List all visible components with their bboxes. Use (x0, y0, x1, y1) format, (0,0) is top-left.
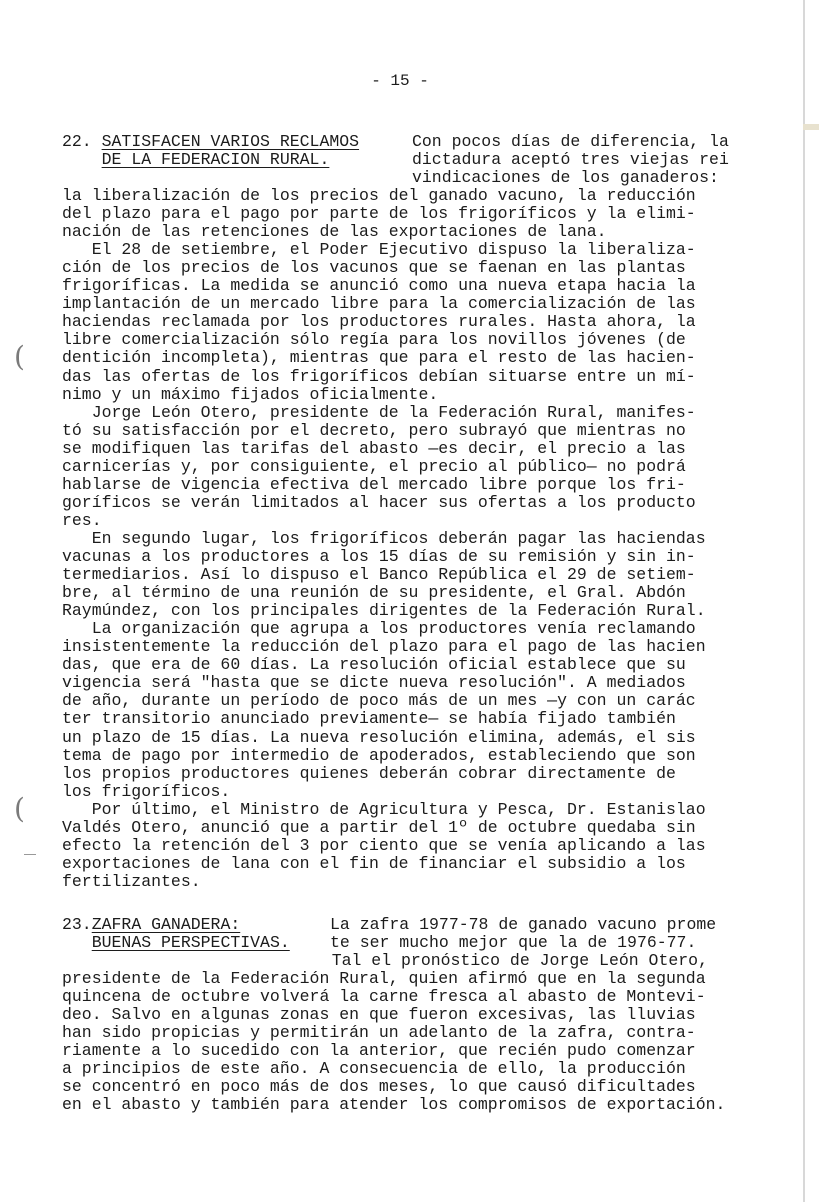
body-text-line: hablarse de vigencia efectiva del mercado libre porque los fri- (62, 474, 686, 494)
body-text-line: bre, al término de una reunión de su presidente, el Gral. Abdón (62, 583, 686, 603)
margin-bracket-mark: ( (14, 340, 25, 373)
section-heading-line (62, 151, 329, 169)
intro-line: Con pocos días de diferencia, la (412, 132, 729, 151)
body-text-line: haciendas reclamada por los productores rurales. Hasta ahora, la (62, 312, 696, 332)
body-text-line: termediarios. Así lo dispuso el Banco República el 29 de setiem- (62, 565, 696, 585)
body-text-line: quincena de octubre volverá la carne fresca al abasto de Montevi- (62, 987, 706, 1007)
section-title: BUENAS PERSPECTIVAS. (91, 933, 290, 952)
body-text-line: Por último, el Ministro de Agricultura y Pesca, Dr. Estanislao (62, 799, 706, 819)
body-text-line: La organización que agrupa a los productores venía reclamando (62, 619, 696, 639)
body-text-line: Jorge León Otero, presidente de la Federación Rural, manifes- (62, 402, 696, 422)
body-text-line: frigoríficas. La medida se anunció como una nueva etapa hacia la (62, 276, 696, 296)
body-text-line: de año, durante un período de poco más de un mes —y con un carác (62, 691, 696, 711)
body-text-line: ter transitorio anunciado previamente— se había fijado también (62, 709, 676, 729)
intro-line: te ser mucho mejor que la de 1976-77. (330, 933, 697, 952)
body-text-line: en el abasto y también para atender los compromisos de exportación. (62, 1095, 726, 1115)
margin-bracket-mark: ( (14, 792, 25, 825)
body-text-line: nimo y un máximo fijados oficialmente. (62, 384, 439, 404)
body-text-line: res. (62, 510, 102, 530)
page-number: - 15 - (371, 72, 429, 90)
section-title: DE LA FEDERACION RURAL. (101, 150, 330, 169)
intro-line: dictadura aceptó tres viejas rei (412, 150, 729, 169)
body-text-line: del plazo para el pago por parte de los frigoríficos y la elimi- (62, 204, 696, 224)
body-text-line: se concentró en poco más de dos meses, lo que causó dificultades (62, 1077, 696, 1097)
body-text-line: Raymúndez, con los principales dirigentes de la Federación Rural. (62, 601, 706, 621)
body-text-line: ción de los precios de los vacunos que se faenan en las plantas (62, 258, 686, 278)
body-text-line: implantación de un mercado libre para la comercialización de las (62, 294, 696, 314)
body-text-line: das las ofertas de los frigoríficos debían situarse entre un mí- (62, 366, 696, 386)
margin-dash-mark (24, 854, 36, 855)
body-text-line: tó su satisfacción por el decreto, pero subrayó que mientras no (62, 420, 686, 440)
section-number: 22. (62, 132, 102, 151)
body-text-line: En segundo lugar, los frigoríficos deberán pagar las haciendas (62, 528, 706, 548)
section-heading-line (62, 916, 240, 934)
section-title: ZAFRA GANADERA: (91, 915, 241, 934)
body-text-line: Tal el pronóstico de Jorge León Otero, (302, 951, 708, 970)
body-text-line: Valdés Otero, anunció que a partir del 1º de octubre quedaba sin (62, 817, 696, 837)
body-text-line: un plazo de 15 días. La nueva resolución elimina, además, el sis (62, 727, 696, 747)
body-text-line: vacunas a los productores a los 15 días de su remisión y sin in- (62, 547, 696, 566)
body-text-line: la liberalización de los precios del ganado vacuno, la reducción (62, 186, 696, 205)
body-text-line: a principios de este año. A consecuencia de ello, la producción (62, 1059, 686, 1079)
body-text-line: efecto la retención del 3 por ciento que se venía aplicando a las (62, 835, 706, 855)
body-text-line: El 28 de setiembre, el Poder Ejecutivo dispuso la liberaliza- (62, 240, 696, 260)
body-text-line: insistentemente la reducción del plazo para el pago de las hacien (62, 637, 706, 657)
body-text-line: presidente de la Federación Rural, quien afirmó que en la segunda (62, 969, 706, 989)
section-number: 23. (62, 915, 92, 934)
section-heading-line (62, 133, 359, 151)
body-text-line: exportaciones de lana con el fin de financiar el subsidio a los (62, 853, 686, 873)
body-text-line: das, que era de 60 días. La resolución oficial establece que su (62, 655, 686, 675)
body-text-line: deo. Salvo en algunas zonas en que fueron excesivas, las lluvias (62, 1005, 696, 1025)
body-text-line: los frigoríficos. (62, 781, 231, 801)
section-title: SATISFACEN VARIOS RECLAMOS (101, 132, 360, 151)
body-text-line: fertilizantes. (62, 871, 201, 891)
page-edge-mark (803, 124, 819, 130)
section-number-indent (62, 150, 102, 169)
body-text-line: nación de las retenciones de las exportaciones de lana. (62, 222, 607, 242)
body-text-line: libre comercialización sólo regía para los novillos jóvenes (de (62, 330, 686, 350)
page-edge-shadow (803, 0, 805, 1202)
body-text-line: carnicerías y, por consiguiente, el precio al público— no podrá (62, 456, 686, 476)
body-text-line: han sido propicias y permitirán un adelanto de la zafra, contra- (62, 1023, 696, 1043)
intro-line: vindicaciones de los ganaderos: (412, 168, 719, 187)
body-text-line: dentición incompleta), mientras que para el resto de las hacien- (62, 348, 696, 368)
intro-line: La zafra 1977-78 de ganado vacuno prome (330, 915, 717, 934)
section-heading-line (62, 934, 290, 952)
body-text-line: vigencia será "hasta que se dicte nueva resolución". A mediados (62, 673, 686, 693)
body-text-line: riamente a lo sucedido con la anterior, que recién pudo comenzar (62, 1041, 696, 1061)
section-number-indent (62, 933, 92, 952)
body-text-line: se modifiquen las tarifas del abasto —es decir, el precio a las (62, 438, 686, 458)
body-text-line: goríficos se verán limitados al hacer sus ofertas a los producto (62, 492, 696, 512)
body-text-line: los propios productores quienes deberán cobrar directamente de (62, 763, 676, 783)
body-text-line: tema de pago por intermedio de apoderados, estableciendo que son (62, 745, 696, 765)
